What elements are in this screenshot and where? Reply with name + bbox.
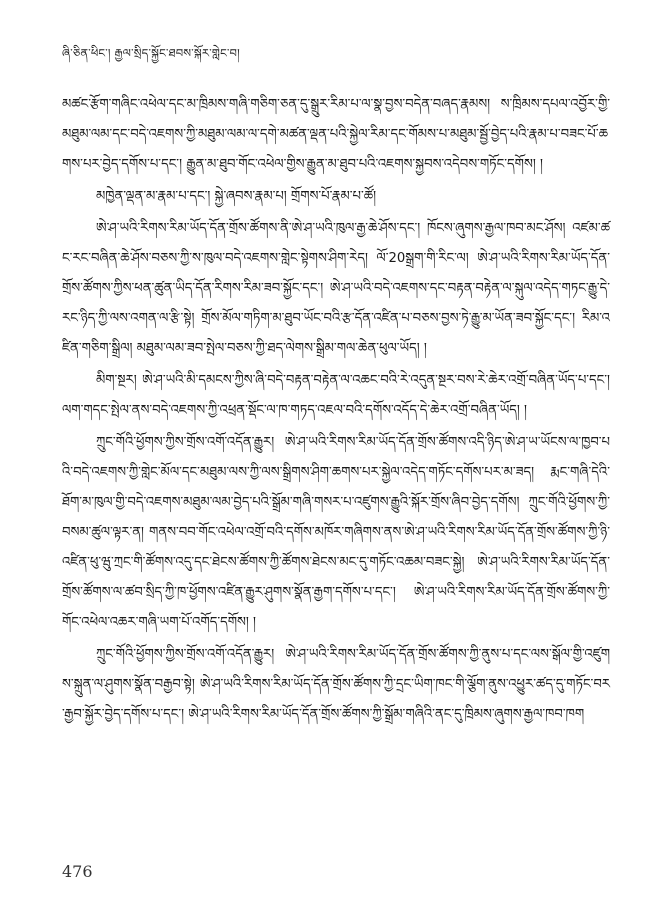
salutation-line: མཁྱེན་ལྡན་མ་རྣམ་པ་དང་། སྐྱེ་ཞབས་རྣམ་པ། གྲོགས་པོ་རྣམ་པ་ཚོ། [96,189,377,204]
paragraph-1: མཚང་རྩོག་གཞིང་འཕེལ་དང་མ་ཁྲིམས་གཞི་གཅིག་ཅན་དུ་སྒྲུར་རིམ་པ་ལ་སྣ་བྱས་བདེན་བཞད་རྣམས། ས་ཁྲིམས་དཔལ་འབྱོར་གྱི་མཐུམ་ལམ་དང་བདེ་འཇགས་ཀྱི་མཐུམ་ལམ་ལ་དགེ་མཚན་ལྡན་པའི་སྐྱེལ་རིམ་དང་གོམས་པ་མཐུམ་སྦྱོ་བྱེད་པའི་རྣམ་པ་བཟང་པོ་ཆགས་པར་བྱེད་དགོས་པ་དང་། རྒྱུན་མ་ཐུབ་གོང་འཕེལ་གྱིས་རྒྱུན་མ་ཐུབ་པའི་འཇགས་སྐྱབས་འདེབས་གཏོང་དགོས། ། [62,97,610,172]
running-header: ཞི་ཅིན་ཕིང་། རྒྱལ་སྲིད་སྐྱོང་ཐབས་སྐོར་གླེང་བ། [62,46,240,60]
body-text [62,90,610,732]
paragraph-3: མིག་སྔར། ཨེ་ཤ་ཡའི་མི་དམངས་ཀྱིས་ཞི་བདེ་བརྟན་བརྟེན་ལ་འཆང་བའི་རེ་འདུན་སྔར་བས་རེ་ཆེར་འགྲོ་བཞིན་ཡོད་པ་དང་། ལག་གདང་སྤེལ་ནས་བདེ་འཇགས་ཀྱི་འཕྲན་སྡོང་ལ་ཁ་གཏད་འཇལ་བའི་དགོས་འདོད་དེ་ཆེར་འགྲོ་བཞིན་ཡོད། ། [62,373,610,418]
page-number: 476 [62,862,93,881]
paragraph-2: ཨེ་ཤ་ཡའི་རིགས་རིམ་ཡོད་དོན་གྲོས་ཚོགས་ནི་ཨེ་ཤ་ཡའི་ཁུལ་རྒྱ་ཆེ་ཤོས་དང་། ཁོངས་ཞུགས་རྒྱལ་ཁབ་མང་ཤོས། འཛམ་ཚང་རང་བཞིན་ཆེ་ཤོས་བཅས་ཀྱི་ས་ཁུལ་བདེ་འཇགས་གླེང་སྟེགས་ཤིག་རེད། ལོ་20སྒྲག་གི་རིང་ལ། ཨེ་ཤ་ཡའི་རིགས་རིམ་ཡོད་དོན་གྲོས་ཚོགས་ཀྱིས་ཕན་ཚུན་ཡིད་དོན་རིགས་རིམ་ཟབ་སྐྱོང་དང་། ཨེ་ཤ་ཡའི་བདེ་འཇགས་དང་བརྟན་བརྟེན་ལ་སྐུལ་འདེད་གཏང་རྒྱུ་དེ་རང་ཉིད་ཀྱི་ལས་འགན་ལ་རྩི་སྟེ། གྲོས་མོལ་གཏིག་མ་ཐུབ་ཡོང་བའི་རྩ་དོན་འཛིན་པ་བཅས་བྱས་ཏེ་རྒྱུ་མ་ཡོན་ཟབ་སྐྱོང་དང་། རིམ་འཛིན་གཅིག་སྒྲིལ། མཐུམ་ལམ་ཟབ་སྤེལ་བཅས་ཀྱི་ཐད་ལེགས་སྒྲིམ་གལ་ཆེན་ཕུལ་ཡོད། ། [62,221,610,356]
paragraph-5: ཀྲུང་གོའི་ཕྱོགས་ཀྱིས་གྲོས་འགོ་འདོན་རྒྱུར། ཨེ་ཤ་ཡའི་རིགས་རིམ་ཡོད་དོན་གྲོས་ཚོགས་ཀྱི་ནུས་པ་དང་ལས་སྒོལ་གྱི་འཛུགས་སྐྲུན་ལ་ཤུགས་སྣོན་བརྒྱབ་སྟེ། ཨེ་ཤ་ཡའི་རིགས་རིམ་ཡོད་དོན་གྲོས་ཚོགས་ཀྱི་དྲང་ཡིག་ཁང་གི་ལྕོག་ནུས་འཕྱུར་ཚད་དུ་གཏོང་བར་རྒྱབ་སྐྱོར་བྱེད་དགོས་པ་དང་། ཨེ་ཤ་ཡའི་རིགས་རིམ་ཡོད་དོན་གྲོས་ཚོགས་ཀྱི་སྒྲོམ་གཞིའི་ནང་དུ་ཁྲིམས་ཞུགས་རྒྱལ་ཁབ་ཁག [62,647,610,722]
paragraph-4: ཀྲུང་གོའི་ཕྱོགས་ཀྱིས་གྲོས་འགོ་འདོན་རྒྱུར། ཨེ་ཤ་ཡའི་རིགས་རིམ་ཡོད་དོན་གྲོས་ཚོགས་འདི་ཉིད་ཨེ་ཤ་ཡ་ཡོངས་ལ་ཁྱབ་པའི་བདེ་འཇགས་ཀྱི་གླེང་མོལ་དང་མཐུམ་ལས་ཀྱི་ལས་སྒྲིགས་ཤིག་ཆགས་པར་སྐྱེལ་འདེད་གཏོང་དགོས་པར་མ་ཟད། རྨང་གཞི་དེའི་ཐོག་མ་ཁུལ་གྱི་བདེ་འཇགས་མཐུམ་ལམ་བྱེད་པའི་སྒྲོམ་གཞི་གསར་པ་འཛུགས་རྒྱུའི་སྐོར་གྲོས་ཞིབ་བྱེད་དགོས། ཀྲུང་གོའི་ཕྱོགས་ཀྱི་བསམ་ཚུལ་ལྟར་ན། གནས་བབ་གོང་འཕེལ་འགྲོ་བའི་དགོས་མཁོར་གཞིགས་ནས་ཨེ་ཤ་ཡའི་རིགས་རིམ་ཡོད་དོན་གྲོས་ཚོགས་ཀྱི་ཉི་འཛིན་ཕུ་ཝུ་ཀྲང་གི་ཚོགས་འདུ་དང་ཐེངས་ཚོགས་ཀྱི་ཚོགས་ཐེངས་མང་དུ་གཏོང་འཆམ་བཟང་སྐྱེ། ཨེ་ཤ་ཡའི་རིགས་རིམ་ཡོད་དོན་གྲོས་ཚོགས་ལ་ཚབ་སྲིད་ཀྱི་ཁ་ཕྱོགས་འཛིན་རྒྱུར་ཤུགས་སྣོན་རྒྱག་དགོས་པ་དང་། ཨེ་ཤ་ཡའི་རིགས་རིམ་ཡོད་དོན་གྲོས་ཚོགས་ཀྱི་གོང་འཕེལ་འཆར་གཞི་ཡག་པོ་འགོད་དགོས། ། [62,435,610,630]
